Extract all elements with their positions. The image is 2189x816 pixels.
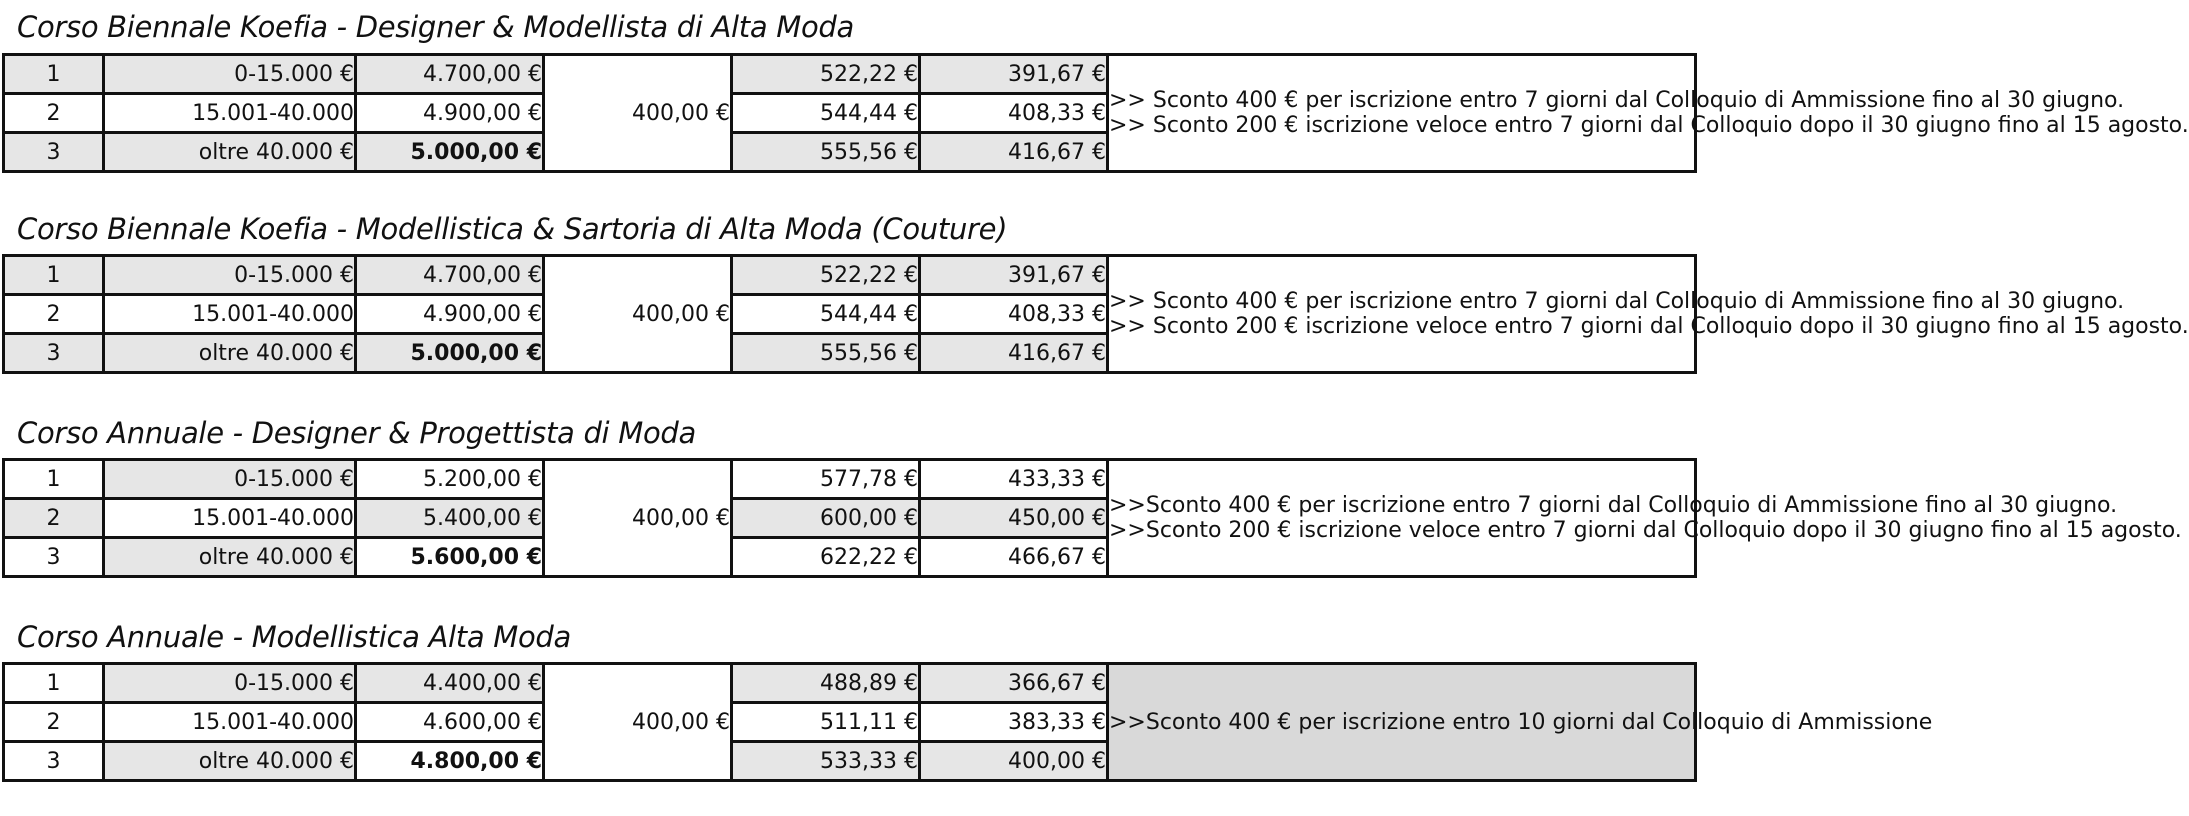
registration-fee: 400,00 € (544, 664, 732, 781)
income-band: 1 (4, 664, 104, 703)
installment-9: 600,00 € (732, 499, 920, 538)
discount-notes (1108, 55, 2189, 172)
installment-9: 555,56 € (732, 334, 920, 373)
income-band: 3 (4, 334, 104, 373)
income-range: 0-15.000 € (104, 55, 356, 94)
income-range: 0-15.000 € (104, 256, 356, 295)
income-range: 15.001-40.000 (104, 94, 356, 133)
income-band: 2 (4, 295, 104, 334)
income-band: 2 (4, 94, 104, 133)
installment-9: 544,44 € (732, 94, 920, 133)
income-range: oltre 40.000 € (104, 742, 356, 781)
course-title: Corso Annuale - Modellistica Alta Moda (17, 620, 571, 654)
annual-fee: 4.700,00 € (356, 256, 544, 295)
installment-9: 522,22 € (732, 55, 920, 94)
discount-notes (1108, 460, 2182, 577)
income-range: oltre 40.000 € (104, 334, 356, 373)
registration-fee: 400,00 € (544, 460, 732, 577)
installment-9: 522,22 € (732, 256, 920, 295)
installment-12: 433,33 € (920, 460, 1108, 499)
installment-12: 408,33 € (920, 295, 1108, 334)
installment-12: 391,67 € (920, 256, 1108, 295)
installment-9: 488,89 € (732, 664, 920, 703)
income-range: oltre 40.000 € (104, 538, 356, 577)
fee-table (2, 458, 2182, 578)
registration-fee: 400,00 € (544, 55, 732, 172)
table-row (4, 256, 1696, 295)
annual-fee: 5.600,00 € (356, 538, 544, 577)
annual-fee: 5.000,00 € (356, 334, 544, 373)
discount-note: >>Sconto 400 € per iscrizione entro 10 giorni dal Colloquio di Ammissione (1109, 709, 1933, 735)
installment-9: 544,44 € (732, 295, 920, 334)
income-band: 3 (4, 133, 104, 172)
discount-note: >> Sconto 400 € per iscrizione entro 7 giorni dal Colloquio di Ammissione fino al 30 giugno. (1109, 289, 2125, 314)
discount-note: >>Sconto 200 € iscrizione veloce entro 7 giorni dal Colloquio dopo il 30 giugno fino al 15 agosto. (1109, 518, 2182, 543)
discount-note: >> Sconto 200 € iscrizione veloce entro 7 giorni dal Colloquio dopo il 30 giugno fino al 15 agosto. (1109, 113, 2189, 138)
installment-12: 416,67 € (920, 334, 1108, 373)
income-range: 15.001-40.000 (104, 295, 356, 334)
annual-fee: 4.400,00 € (356, 664, 544, 703)
income-band: 3 (4, 742, 104, 781)
annual-fee: 5.000,00 € (356, 133, 544, 172)
installment-12: 416,67 € (920, 133, 1108, 172)
course-title: Corso Annuale - Designer & Progettista di Moda (17, 416, 696, 450)
annual-fee: 5.200,00 € (356, 460, 544, 499)
annual-fee: 5.400,00 € (356, 499, 544, 538)
income-band: 1 (4, 55, 104, 94)
fee-table (2, 254, 2189, 374)
installment-12: 450,00 € (920, 499, 1108, 538)
installment-9: 555,56 € (732, 133, 920, 172)
annual-fee: 4.600,00 € (356, 703, 544, 742)
table-row (4, 55, 1696, 94)
discount-note: >> Sconto 200 € iscrizione veloce entro 7 giorni dal Colloquio dopo il 30 giugno fino al 15 agosto. (1109, 314, 2189, 339)
course-title: Corso Biennale Koefia - Modellistica & Sartoria di Alta Moda (Couture) (17, 212, 1008, 246)
income-range: 0-15.000 € (104, 664, 356, 703)
installment-9: 577,78 € (732, 460, 920, 499)
discount-note: >>Sconto 400 € per iscrizione entro 7 giorni dal Colloquio di Ammissione fino al 30 giugno. (1109, 493, 2118, 518)
installment-12: 366,67 € (920, 664, 1108, 703)
installment-9: 533,33 € (732, 742, 920, 781)
installment-12: 400,00 € (920, 742, 1108, 781)
annual-fee: 4.900,00 € (356, 295, 544, 334)
course-title: Corso Biennale Koefia - Designer & Modellista di Alta Moda (17, 10, 855, 44)
annual-fee: 4.800,00 € (356, 742, 544, 781)
discount-note: >> Sconto 400 € per iscrizione entro 7 giorni dal Colloquio di Ammissione fino al 30 giugno. (1109, 88, 2125, 113)
installment-12: 408,33 € (920, 94, 1108, 133)
annual-fee: 4.700,00 € (356, 55, 544, 94)
income-range: 15.001-40.000 (104, 703, 356, 742)
fee-table (2, 53, 2189, 173)
income-range: 15.001-40.000 (104, 499, 356, 538)
income-band: 3 (4, 538, 104, 577)
installment-12: 391,67 € (920, 55, 1108, 94)
installment-9: 511,11 € (732, 703, 920, 742)
income-range: oltre 40.000 € (104, 133, 356, 172)
registration-fee: 400,00 € (544, 256, 732, 373)
discount-notes (1108, 664, 1933, 781)
installment-12: 466,67 € (920, 538, 1108, 577)
income-band: 2 (4, 499, 104, 538)
installment-9: 622,22 € (732, 538, 920, 577)
income-range: 0-15.000 € (104, 460, 356, 499)
income-band: 1 (4, 460, 104, 499)
installment-12: 383,33 € (920, 703, 1108, 742)
table-row (4, 664, 1696, 703)
income-band: 2 (4, 703, 104, 742)
table-row (4, 460, 1696, 499)
discount-notes (1108, 256, 2189, 373)
income-band: 1 (4, 256, 104, 295)
annual-fee: 4.900,00 € (356, 94, 544, 133)
fee-table (2, 662, 1933, 782)
